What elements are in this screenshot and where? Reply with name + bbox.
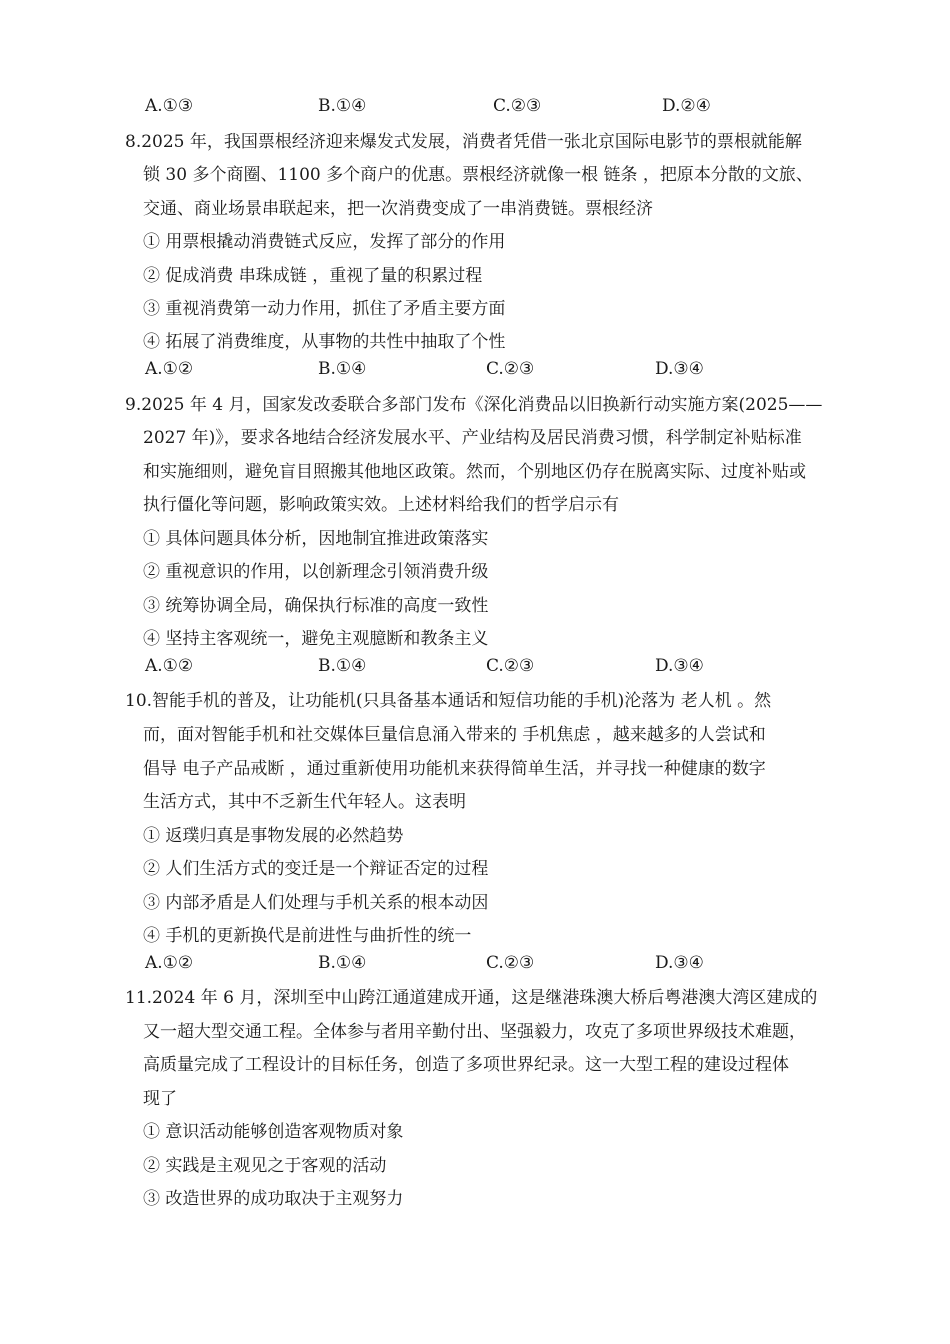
- option-b[interactable]: B.①④: [318, 953, 367, 973]
- statement-3: ③ 重视消费第一动力作用，抓住了矛盾主要方面: [143, 299, 506, 319]
- question-stem-line: 生活方式，其中不乏新生代年轻人。这表明: [143, 792, 466, 812]
- question-stem-line: 高质量完成了工程设计的目标任务，创造了多项世界纪录。这一大型工程的建设过程体: [143, 1055, 789, 1075]
- option-b[interactable]: B.①④: [318, 359, 367, 379]
- question-stem-line: 10.智能手机的普及，让功能机(只具备基本通话和短信功能的手机)沦落为 老人机 。然: [125, 691, 772, 711]
- statement-1: ① 返璞归真是事物发展的必然趋势: [143, 826, 404, 846]
- option-b[interactable]: B.①④: [318, 656, 367, 676]
- statement-4: ④ 坚持主客观统一，避免主观臆断和教条主义: [143, 629, 489, 649]
- option-d[interactable]: D.③④: [655, 656, 704, 676]
- question-stem-line: 执行僵化等问题，影响政策实效。上述材料给我们的哲学启示有: [143, 495, 619, 515]
- option-c[interactable]: C.②③: [486, 656, 535, 676]
- question-stem-line: 而，面对智能手机和社交媒体巨量信息涌入带来的 手机焦虑 ，越来越多的人尝试和: [143, 725, 766, 745]
- statement-4: ④ 手机的更新换代是前进性与曲折性的统一: [143, 926, 472, 946]
- option-a[interactable]: A.①②: [145, 359, 194, 379]
- option-a[interactable]: A.①②: [145, 656, 194, 676]
- option-d[interactable]: D.③④: [655, 953, 704, 973]
- statement-1: ① 意识活动能够创造客观物质对象: [143, 1122, 404, 1142]
- statement-2: ② 人们生活方式的变迁是一个辩证否定的过程: [143, 859, 489, 879]
- question-stem-line: 11.2024 年 6 月，深圳至中山跨江通道建成开通，这是继港珠澳大桥后粤港澳大湾区建成的: [125, 988, 818, 1008]
- question-stem-line: 交通、商业场景串联起来，把一次消费变成了一串消费链。票根经济: [143, 199, 653, 219]
- statement-2: ② 重视意识的作用，以创新理念引领消费升级: [143, 562, 489, 582]
- question-stem-line: 2027 年)》，要求各地结合经济发展水平、产业结构及居民消费习惯，科学制定补贴标准: [143, 428, 802, 448]
- statement-2: ② 促成消费 串珠成链 ，重视了量的积累过程: [143, 266, 483, 286]
- question-stem-line: 现了: [143, 1089, 177, 1109]
- question-stem-line: 8.2025 年，我国票根经济迎来爆发式发展，消费者凭借一张北京国际电影节的票根就能解: [125, 132, 802, 152]
- question-stem-line: 和实施细则，避免盲目照搬其他地区政策。然而，个别地区仍存在脱离实际、过度补贴或: [143, 462, 806, 482]
- option-a[interactable]: A.①②: [145, 953, 194, 973]
- option-d[interactable]: D.③④: [655, 359, 704, 379]
- statement-3: ③ 改造世界的成功取决于主观努力: [143, 1189, 404, 1209]
- option-c[interactable]: C.②③: [486, 359, 535, 379]
- statement-2: ② 实践是主观见之于客观的活动: [143, 1156, 387, 1176]
- question-stem-line: 锁 30 多个商圈、1100 多个商户的优惠。票根经济就像一根 链条 ，把原本分散的文旅、: [143, 165, 813, 185]
- question-stem-line: 9.2025 年 4 月，国家发改委联合多部门发布《深化消费品以旧换新行动实施方案(2025——: [125, 395, 823, 415]
- statement-1: ① 用票根撬动消费链式反应，发挥了部分的作用: [143, 232, 506, 252]
- statement-1: ① 具体问题具体分析，因地制宜推进政策落实: [143, 529, 489, 549]
- statement-3: ③ 内部矛盾是人们处理与手机关系的根本动因: [143, 893, 489, 913]
- option-a[interactable]: A.①③: [145, 96, 194, 116]
- question-stem-line: 又一超大型交通工程。全体参与者用辛勤付出、坚强毅力，攻克了多项世界级技术难题，: [143, 1022, 806, 1042]
- option-b[interactable]: B.①④: [318, 96, 367, 116]
- statement-3: ③ 统筹协调全局，确保执行标准的高度一致性: [143, 596, 489, 616]
- option-c[interactable]: C.②③: [486, 953, 535, 973]
- option-c[interactable]: C.②③: [493, 96, 542, 116]
- statement-4: ④ 拓展了消费维度，从事物的共性中抽取了个性: [143, 332, 506, 352]
- option-d[interactable]: D.②④: [662, 96, 711, 116]
- question-stem-line: 倡导 电子产品戒断 ，通过重新使用功能机来获得简单生活，并寻找一种健康的数字: [143, 759, 766, 779]
